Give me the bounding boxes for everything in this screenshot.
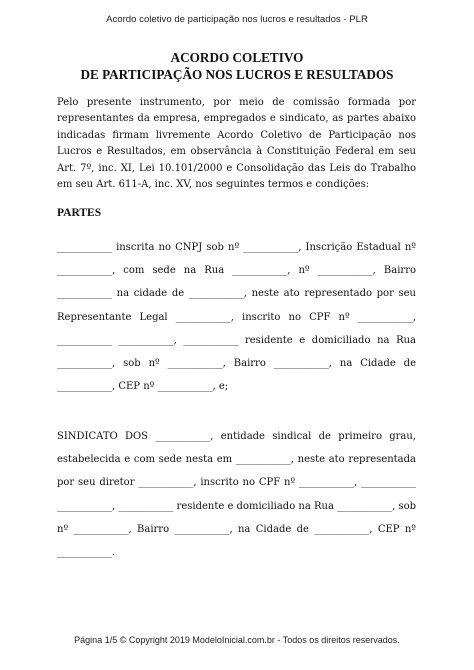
document-title-line-2: DE PARTICIPAÇÃO NOS LUCROS E RESULTADOS — [80, 67, 394, 82]
page-footer: Página 1/5 © Copyright 2019 ModeloInicial.com.br - Todos os direitos reservados. — [74, 635, 400, 645]
company-clause: ___________ inscrita no CNPJ sob nº ___________, Inscrição Estadual nº ___________, com sede na Rua ___________, nº ___________, Bairro ___________ na cidade de ___________, neste ato representado por seu Representante Legal ___________, inscrito no CPF nº ___________, ___________ ___________, ___________ residente e domiciliado na Rua ___________, sob nº ___________, Bairro ___________, na Cidade de ___________, CEP nº ___________, e; — [57, 242, 416, 393]
intro-paragraph: Pelo presente instrumento, por meio de comissão formada por representantes da empresa, empregados e sindicato, as partes abaixo indicadas firmam livremente Acordo Coletivo de Participação nos Lucros e Resultados, em observância à Constituição Federal em seu Art. 7º, inc. XI, Lei 10.101/2000 e Consolidação das Leis do Trabalho em seu Art. 611-A, inc. XV, nos seguintes termos e condições: — [57, 97, 416, 191]
parties-heading: PARTES — [57, 207, 102, 219]
union-clause: SINDICATO DOS ___________, entidade sindical de primeiro grau, estabelecida e com sede nesta em ___________, neste ato representada por seu diretor ___________, inscrito no CPF nº ___________, ___________ ___________, ___________ residente e domiciliado na Rua ___________, sob nº ___________, Bairro ___________, na Cidade de ___________, CEP nº ___________. — [57, 431, 416, 559]
page-header: Acordo coletivo de participação nos lucros e resultados - PLR — [106, 14, 368, 25]
document-title-line-1: ACORDO COLETIVO — [170, 50, 304, 65]
